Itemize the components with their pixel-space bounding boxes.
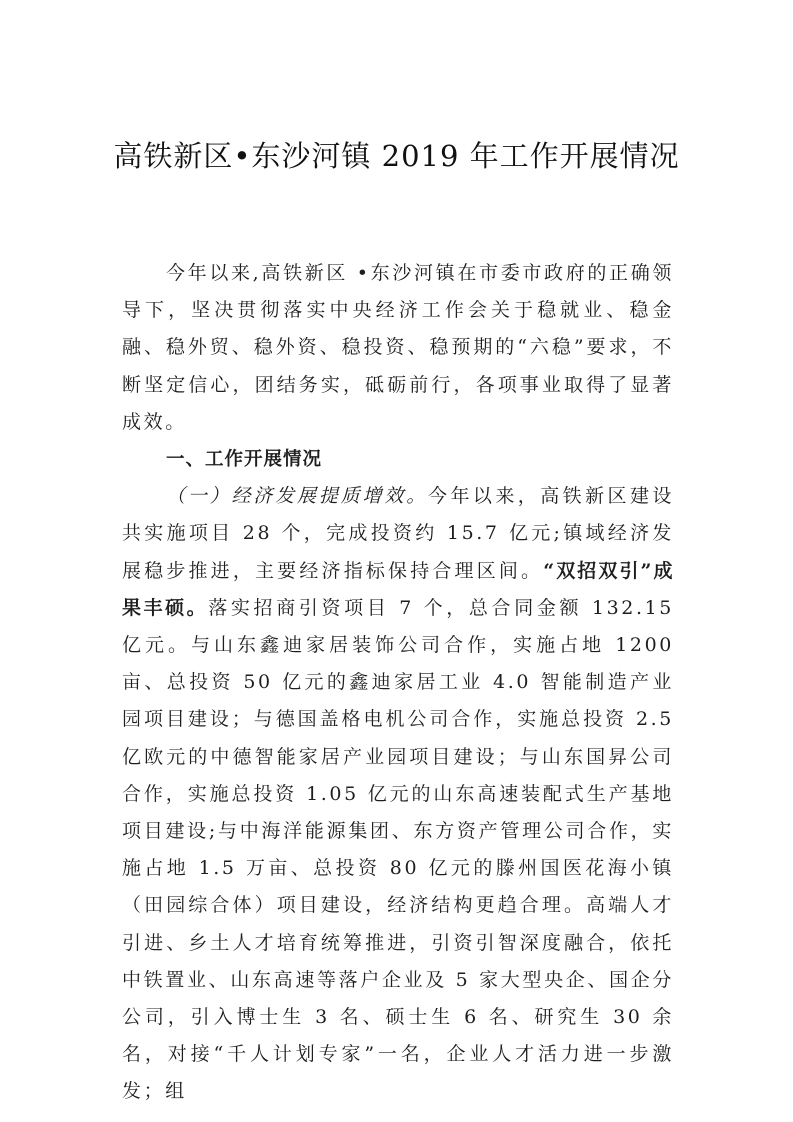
subsection-paragraph: [122, 478, 674, 1110]
subsection-text-a: 今年以来，高铁新区建设共实施项目 28 个，完成投资约 15.7 亿元;镇域经济发展稳步推进，主要经济指标保持合理区间。: [122, 485, 674, 582]
subsection-text-b: 落实招商引资项目 7 个，总合同金额 132.15 亿元。与山东鑫迪家居装饰公司合作，实施占地 1200 亩、总投资 50 亿元的鑫迪家居工业 4.0 智能制造产业园项目建设；与德国盖格电机公司合作，实施总投资 2.5 亿欧元的中德智能家居产业园项目建设；与山东国昇公司合作，实施总投资 1.05 亿元的山东高速装配式生产基地项目建设;与中海洋能源集团、东方资产管理公司合作，实施占地 1.5 万亩、总投资 80 亿元的滕州国医花海小镇（田园综合体）项目建设，经济结构更趋合理。高端人才引进、乡土人才培育统筹推进，引资引智深度融合，依托中铁置业、山东高速等落户企业及 5 家大型央企、国企分公司，引入博士生 3 名、硕士生 6 名、研究生 30 余名，对接“千人计划专家”一名，企业人才活力进一步激发；组: [122, 596, 674, 1103]
document-body: [122, 255, 674, 1111]
bold-phrase: “双招双引”成果丰硕。: [122, 559, 675, 619]
document-title: 高铁新区•东沙河镇 2019 年工作开展情况: [113, 139, 680, 173]
subsection-heading: （一）经济发展提质增效。: [166, 485, 429, 508]
intro-paragraph: 今年以来,高铁新区 •东沙河镇在市委市政府的正确领导下，坚决贯彻落实中央经济工作会关于稳就业、稳金融、稳外贸、稳外资、稳投资、稳预期的“六稳”要求，不断坚定信心，团结务实，砥砺前行，各项事业取得了显著成效。: [122, 262, 674, 433]
section-heading: 一、工作开展情况: [166, 449, 323, 471]
